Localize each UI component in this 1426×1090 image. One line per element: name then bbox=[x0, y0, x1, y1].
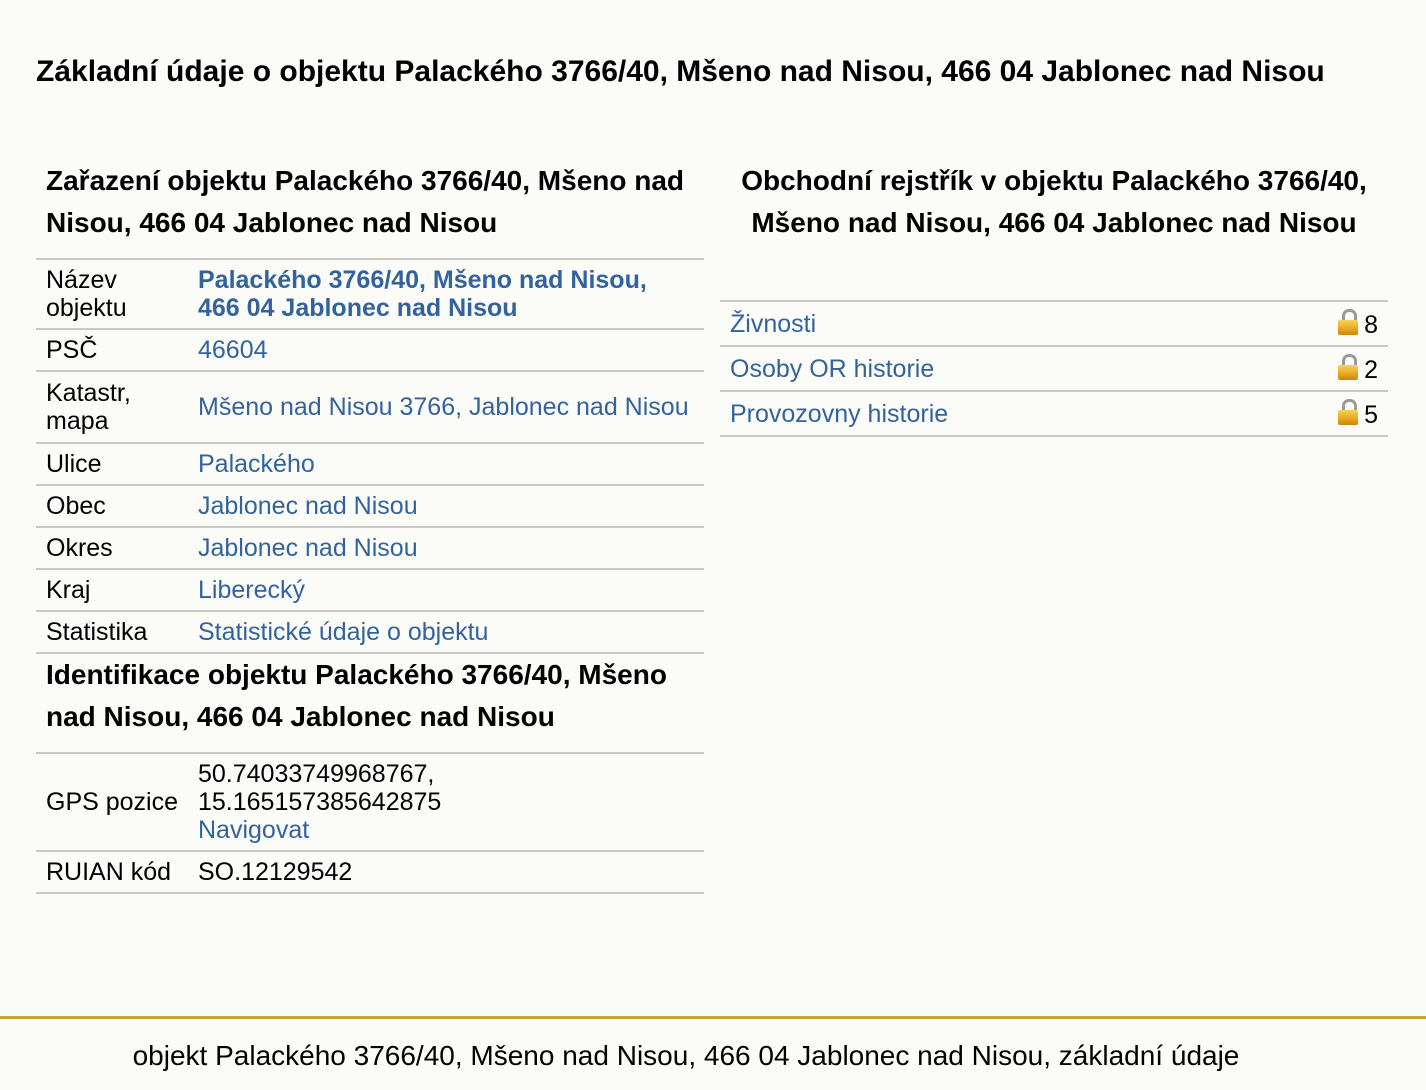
obec-link[interactable]: Jablonec nad Nisou bbox=[198, 492, 418, 520]
katastr-value bbox=[188, 371, 704, 443]
page-title: Základní údaje o objektu Palackého 3766/40, Mšeno nad Nisou, 466 04 Jablonec nad Nisou bbox=[36, 55, 1325, 88]
osoby-count: 2 bbox=[1364, 355, 1378, 384]
statistika-label: Statistika bbox=[36, 611, 188, 653]
ruian-label: RUIAN kód bbox=[36, 851, 188, 893]
table-row bbox=[36, 443, 704, 485]
zivnosti-count-cell bbox=[1288, 301, 1388, 346]
nazev-value bbox=[188, 259, 704, 329]
okres-label: Okres bbox=[36, 527, 188, 569]
statistika-link[interactable]: Statistické údaje o objektu bbox=[198, 618, 489, 646]
okres-link[interactable]: Jablonec nad Nisou bbox=[198, 534, 418, 562]
ulice-value bbox=[188, 443, 704, 485]
gps-lat: 50.74033749968767, bbox=[198, 760, 435, 788]
zarazeni-title: Zařazení objektu Palackého 3766/40, Mšeno nad Nisou, 466 04 Jablonec nad Nisou bbox=[46, 165, 685, 238]
okres-value bbox=[188, 527, 704, 569]
statistika-value bbox=[188, 611, 704, 653]
identifikace-table bbox=[36, 752, 704, 894]
table-row bbox=[36, 485, 704, 527]
table-row bbox=[36, 371, 704, 443]
table-row bbox=[36, 259, 704, 329]
lock-icon bbox=[1338, 309, 1358, 335]
nazev-link[interactable]: Palackého 3766/40, Mšeno nad Nisou, 466 04 Jablonec nad Nisou bbox=[198, 266, 647, 322]
right-column bbox=[720, 160, 1388, 437]
zarazeni-table bbox=[36, 258, 704, 654]
table-row bbox=[720, 391, 1388, 436]
footer-divider bbox=[0, 1016, 1426, 1019]
nazev-label: Název objektu bbox=[36, 259, 188, 329]
kraj-label: Kraj bbox=[36, 569, 188, 611]
footer-text: objekt Palackého 3766/40, Mšeno nad Nisou, 466 04 Jablonec nad Nisou, základní údaje bbox=[132, 1040, 1240, 1071]
table-row bbox=[36, 851, 704, 893]
gps-lon: 15.165157385642875 bbox=[198, 788, 442, 816]
table-row bbox=[36, 753, 704, 851]
osoby-count-cell bbox=[1288, 346, 1388, 391]
katastr-label: Katastr, mapa bbox=[36, 371, 188, 443]
ruian-value: SO.12129542 bbox=[188, 851, 704, 893]
psc-value bbox=[188, 329, 704, 371]
lock-icon bbox=[1338, 354, 1358, 380]
zivnosti-count: 8 bbox=[1364, 310, 1378, 339]
provozovny-count-cell bbox=[1288, 391, 1388, 436]
left-column bbox=[36, 160, 704, 894]
obec-label: Obec bbox=[36, 485, 188, 527]
navigovat-link[interactable]: Navigovat bbox=[198, 816, 310, 844]
osoby-cell bbox=[720, 346, 1288, 391]
obchodni-title: Obchodní rejstřík v objektu Palackého 3766/40, Mšeno nad Nisou, 466 04 Jablonec nad Nisou bbox=[741, 165, 1367, 238]
kraj-link[interactable]: Liberecký bbox=[198, 576, 305, 604]
provozovny-cell bbox=[720, 391, 1288, 436]
table-row bbox=[720, 301, 1388, 346]
psc-link[interactable]: 46604 bbox=[198, 336, 268, 364]
zivnosti-cell bbox=[720, 301, 1288, 346]
table-row bbox=[36, 527, 704, 569]
obec-value bbox=[188, 485, 704, 527]
table-row bbox=[720, 346, 1388, 391]
provozovny-historie-link[interactable]: Provozovny historie bbox=[730, 399, 949, 428]
gps-label: GPS pozice bbox=[36, 753, 188, 851]
gps-value bbox=[188, 753, 704, 851]
lock-icon bbox=[1338, 399, 1358, 425]
table-row bbox=[36, 329, 704, 371]
obchodni-table bbox=[720, 300, 1388, 437]
kraj-value bbox=[188, 569, 704, 611]
identifikace-title: Identifikace objektu Palackého 3766/40, Mšeno nad Nisou, 466 04 Jablonec nad Nisou bbox=[46, 659, 667, 732]
table-row bbox=[36, 569, 704, 611]
psc-label: PSČ bbox=[36, 329, 188, 371]
zivnosti-link[interactable]: Živnosti bbox=[730, 309, 817, 338]
osoby-or-historie-link[interactable]: Osoby OR historie bbox=[730, 354, 935, 383]
ulice-link[interactable]: Palackého bbox=[198, 450, 315, 478]
ulice-label: Ulice bbox=[36, 443, 188, 485]
provozovny-count: 5 bbox=[1364, 400, 1378, 429]
table-row bbox=[36, 611, 704, 653]
katastr-link[interactable]: Mšeno nad Nisou 3766, Jablonec nad Nisou bbox=[198, 393, 689, 421]
